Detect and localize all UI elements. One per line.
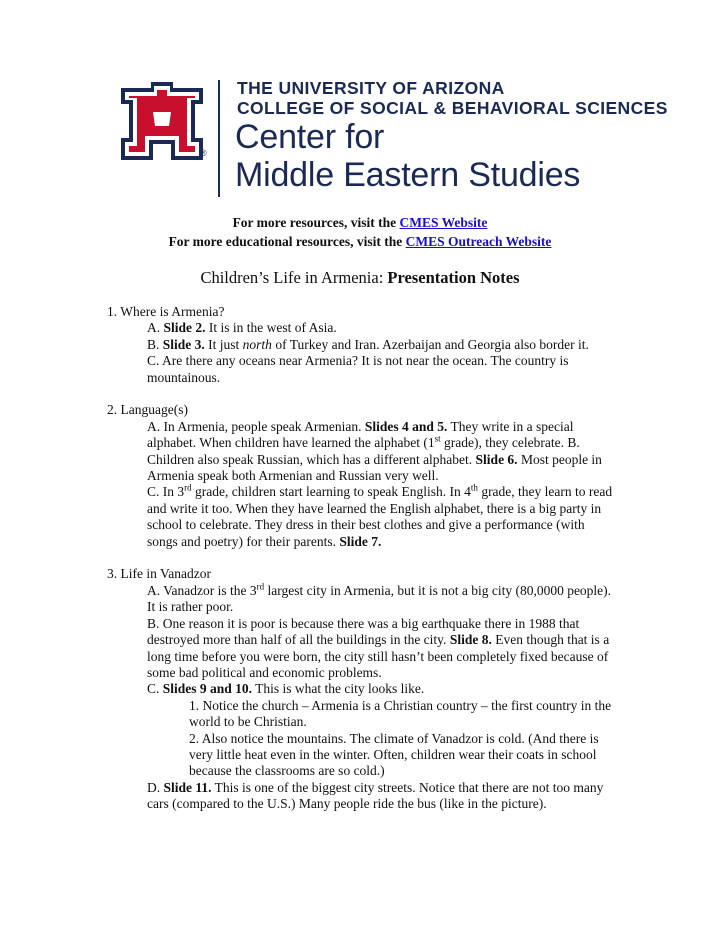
item-text: grade, children start learning to speak English. In 4 <box>191 484 471 500</box>
item-label: C. <box>147 681 163 697</box>
center-name-line1: Center for <box>235 118 385 156</box>
item-text: C. In 3 <box>147 484 185 500</box>
resources-line-1-text: For more resources, visit the <box>232 215 400 230</box>
section-3-item-c1: 1. Notice the church – Armenia is a Christian country – the first country in the world to be Christian. <box>189 697 612 730</box>
section-3-item-c <box>107 681 617 697</box>
university-name: THE UNIVERSITY OF ARIZONA <box>237 78 505 98</box>
item-text: This is one of the biggest city streets. Notice that there are not too many cars (compared to the U.S.) Many people ride the bus (like in the picture). <box>147 779 604 812</box>
section-2-item-c <box>107 484 617 550</box>
title-bold: Presentation Notes <box>387 268 520 287</box>
item-text: grade), they celebrate. B. Children also speak Russian, which has a different alphabet. <box>147 435 580 467</box>
item-text: This is what the city looks like. <box>252 681 425 697</box>
item-text: It just <box>204 336 243 352</box>
slide-ref: Slides 9 and 10. <box>162 681 253 697</box>
ordinal-suffix: rd <box>256 581 265 592</box>
cmes-website-link[interactable]: CMES Website <box>399 215 488 230</box>
item-text: A. In Armenia, people speak Armenian. <box>147 418 365 434</box>
section-3-item-a <box>107 583 617 616</box>
item-label: B. <box>147 336 163 352</box>
university-logo-a <box>119 82 205 160</box>
slide-ref: Slide 11. <box>163 779 212 795</box>
item-text: largest city in Armenia, but it is not a big city (80,0000 people). It is rather poor. <box>147 582 612 615</box>
italic-word: north <box>242 336 272 352</box>
college-name: COLLEGE OF SOCIAL & BEHAVIORAL SCIENCES <box>237 98 668 118</box>
section-3-item-c2: 2. Also notice the mountains. The climate of Vanadzor is cold. (And there is very little heat even in the winter. Often, children wear their coats in school because the classrooms are so cold.) <box>189 730 599 779</box>
section-1-item-a <box>107 320 617 336</box>
document-body <box>107 304 617 813</box>
title-plain: Children’s Life in Armenia: <box>200 268 388 287</box>
item-text: B. One reason it is poor is because there was a big earthquake there in 1988 that destroyed more than half of all the buildings in the city. <box>147 615 580 648</box>
slide-ref: Slides 4 and 5. <box>364 418 448 434</box>
section-2-item-a <box>107 419 617 485</box>
page-header <box>0 0 720 210</box>
resources-line-2-text: For more educational resources, visit the <box>168 234 406 249</box>
section-3-heading: 3. Life in Vanadzor <box>107 566 211 582</box>
item-text: They write in a special alphabet. When children have learned the alphabet (1 <box>147 418 574 451</box>
slide-ref: Slide 8. <box>449 632 492 648</box>
header-divider <box>218 80 220 197</box>
slide-ref: Slide 2. <box>163 320 206 336</box>
item-text: Even though that is a long time before you were born, the city still hasn’t been completely fixed because of some bad political and economic problems. <box>147 632 610 680</box>
section-1-item-c: C. Are there any oceans near Armenia? It is not near the ocean. The country is mountainous. <box>147 353 569 385</box>
item-text: It is in the west of Asia. <box>205 320 337 336</box>
section-1-item-b <box>107 337 617 353</box>
item-text: A. Vanadzor is the 3 <box>147 582 257 598</box>
section-3-item-d <box>107 780 617 813</box>
ordinal-suffix: st <box>434 433 441 444</box>
item-text: of Turkey and Iran. Azerbaijan and Georgia also border it. <box>271 336 589 352</box>
section-3-item-b <box>107 616 617 682</box>
registered-mark: ® <box>200 148 207 158</box>
item-label: A. <box>147 320 164 336</box>
resources-line-2 <box>0 234 720 250</box>
center-name-line2: Middle Eastern Studies <box>235 156 581 194</box>
section-1-heading: 1. Where is Armenia? <box>107 304 225 319</box>
item-text: grade, they learn to read and write it too. When they have learned the English alphabet, there is a big party in school to celebrate. They dress in their best clothes and give a performance (with songs and poetry) for their parents. <box>147 484 613 549</box>
document-title <box>0 268 720 288</box>
slide-ref: Slide 6. <box>475 451 518 467</box>
slide-ref: Slide 7. <box>339 533 382 549</box>
ordinal-suffix: rd <box>184 482 192 493</box>
item-label: D. <box>147 779 164 795</box>
cmes-outreach-link[interactable]: CMES Outreach Website <box>405 234 552 249</box>
resources-line-1 <box>0 215 720 231</box>
slide-ref: Slide 3. <box>162 336 205 352</box>
ordinal-suffix: th <box>470 482 478 493</box>
section-2-heading: 2. Language(s) <box>107 402 188 418</box>
item-text: Most people in Armenia speak both Armenian and Russian very well. <box>147 451 602 484</box>
